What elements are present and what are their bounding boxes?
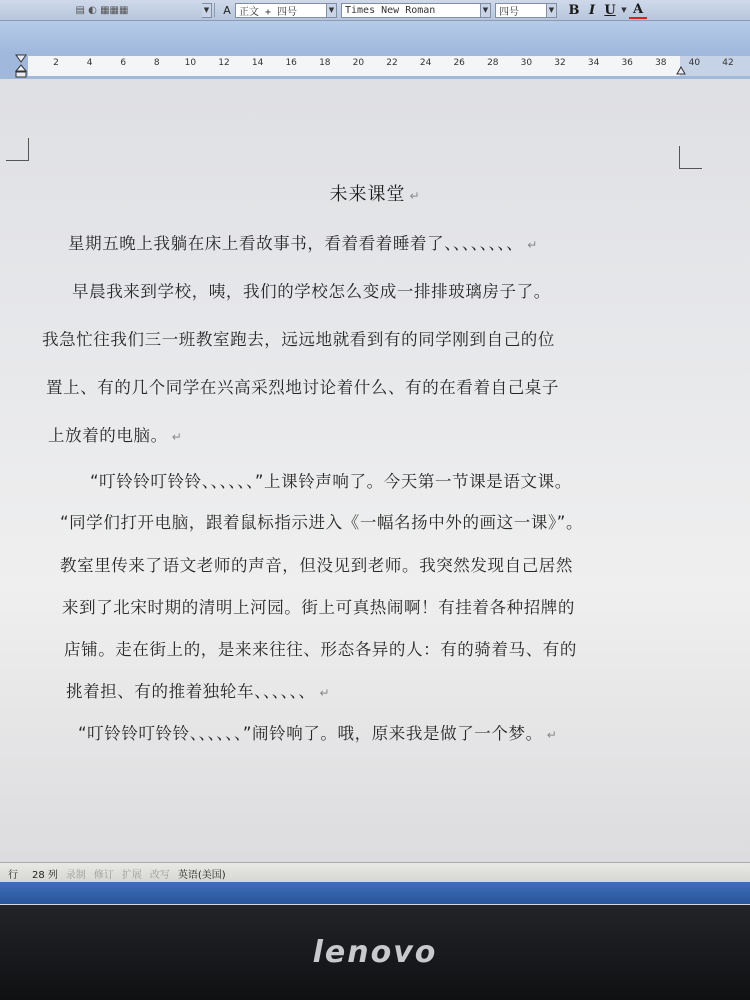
ruler-tick-label: 32 [554, 58, 566, 68]
ruler-tick-label: 24 [419, 58, 432, 68]
line-text: 挑着担、有的推着独轮车、、、、、、 [66, 682, 316, 701]
styles-pane-icon[interactable]: A [223, 3, 231, 17]
toolbar-band [0, 21, 750, 53]
document-line[interactable] [60, 509, 583, 533]
document-line[interactable] [90, 468, 572, 492]
underline-button[interactable]: U [604, 2, 616, 18]
font-size-dropdown-icon[interactable]: ▼ [547, 3, 557, 18]
document-line[interactable] [72, 278, 551, 302]
taskbar [0, 882, 750, 904]
toolbar-options-icon[interactable]: ▼ [202, 3, 212, 18]
document-line[interactable] [46, 374, 559, 398]
ruler-tick-label: 10 [184, 58, 197, 68]
ruler-tick-label: 40 [688, 58, 701, 68]
horizontal-ruler[interactable] [0, 53, 750, 79]
document-title[interactable] [0, 180, 750, 206]
document-line[interactable] [68, 230, 538, 254]
italic-button[interactable]: I [588, 2, 596, 18]
line-text: 星期五晚上我躺在床上看故事书，看着看着睡着了、、、、、、、、 [68, 234, 524, 253]
ruler-tick-label: 26 [453, 58, 465, 68]
brand-logo: lenovo [312, 935, 438, 970]
ruler-tick-label: 2 [53, 58, 59, 68]
status-overtype[interactable]: 改写 [149, 869, 170, 881]
status-record[interactable]: 录制 [65, 869, 86, 881]
paragraph-mark-icon: ↵ [171, 430, 183, 444]
document-line[interactable] [78, 720, 557, 744]
line-text: “叮铃铃叮铃铃、、、、、、”闹铃响了。哦，原来我是做了一个梦。 [78, 724, 543, 743]
ruler-tick-label: 30 [520, 58, 533, 68]
document-line[interactable] [66, 678, 330, 702]
title-text: 未来课堂 [329, 184, 406, 205]
line-text: “同学们打开电脑，跟着鼠标指示进入《一幅名扬中外的画这一课》”。 [60, 513, 584, 532]
toolbar-overflow-icon: ▤ ◐ ▦▦▦ [75, 4, 129, 16]
status-track-changes[interactable]: 修订 [93, 869, 114, 881]
paragraph-mark-icon: ↵ [527, 238, 538, 252]
paragraph-mark-icon: ↵ [319, 686, 331, 700]
line-text: 早晨我来到学校，咦，我们的学校怎么变成一排排玻璃房子了。 [72, 282, 551, 301]
line-text: 来到了北宋时期的清明上河园。街上可真热闹啊！有挂着各种招牌的 [62, 598, 575, 617]
left-indent-marker-icon[interactable] [14, 53, 28, 79]
line-text: 置上、有的几个同学在兴高采烈地讨论着什么、有的在看着自己桌子 [46, 378, 559, 397]
toolbar-separator [214, 3, 215, 17]
document-line[interactable] [62, 594, 575, 618]
font-size-select[interactable]: 四号 [495, 3, 547, 18]
ruler-tick-label: 28 [487, 58, 499, 68]
font-dropdown-icon[interactable]: ▼ [481, 3, 491, 18]
top-right-margin-corner [679, 146, 702, 169]
ruler-tick-label: 34 [587, 58, 600, 68]
line-text: 教室里传来了语文老师的声音，但没见到老师。我突然发现自己居然 [60, 556, 573, 575]
ruler-tick-label: 6 [120, 58, 127, 68]
document-line[interactable] [60, 552, 573, 576]
ruler-tick-label: 20 [352, 58, 365, 68]
status-row: 行 [8, 869, 18, 881]
ruler-tick-label: 22 [386, 58, 398, 68]
font-color-button[interactable]: A [629, 1, 647, 19]
ruler-tick-label: 38 [655, 58, 667, 68]
status-column: 28 列 [32, 869, 58, 881]
ruler-tick-label: 12 [218, 58, 230, 68]
ruler-tick-label: 42 [722, 58, 734, 68]
line-text: “叮铃铃叮铃铃、、、、、、”上课铃声响了。今天第一节课是语文课。 [90, 472, 572, 491]
status-language[interactable]: 英语(美国) [177, 869, 226, 881]
style-select[interactable]: 正文 + 四号 [235, 3, 327, 18]
line-text: 我急忙往我们三一班教室跑去，远远地就看到有的同学刚到自己的位 [42, 330, 555, 349]
ruler-tick-label: 18 [319, 58, 331, 68]
paragraph-mark-icon: ↵ [409, 189, 421, 203]
document-line[interactable] [42, 326, 555, 350]
line-text: 上放着的电脑。 [48, 426, 168, 445]
line-text: 店铺。走在街上的，是来来往往、形态各异的人：有的骑着马、有的 [64, 640, 577, 659]
style-dropdown-icon[interactable]: ▼ [327, 3, 337, 18]
status-extend[interactable]: 扩展 [121, 869, 142, 881]
underline-dropdown-icon[interactable]: ▼ [621, 6, 627, 14]
paragraph-mark-icon: ↵ [546, 728, 558, 742]
ruler-tick-label: 8 [153, 58, 160, 68]
document-line[interactable] [64, 636, 577, 660]
ruler-tick-label: 16 [285, 58, 297, 68]
top-left-margin-corner [6, 138, 29, 161]
right-indent-marker-icon[interactable] [676, 66, 686, 76]
font-select[interactable]: Times New Roman [341, 3, 481, 18]
status-bar [0, 862, 750, 883]
toolbar-left-buttons[interactable] [2, 2, 202, 18]
formatting-toolbar [0, 0, 750, 21]
ruler-tick-label: 14 [251, 58, 264, 68]
document-line[interactable] [48, 422, 182, 446]
ruler-tick-label: 4 [86, 58, 93, 68]
ruler-tick-label: 36 [621, 58, 633, 68]
bold-button[interactable]: B [568, 2, 580, 18]
